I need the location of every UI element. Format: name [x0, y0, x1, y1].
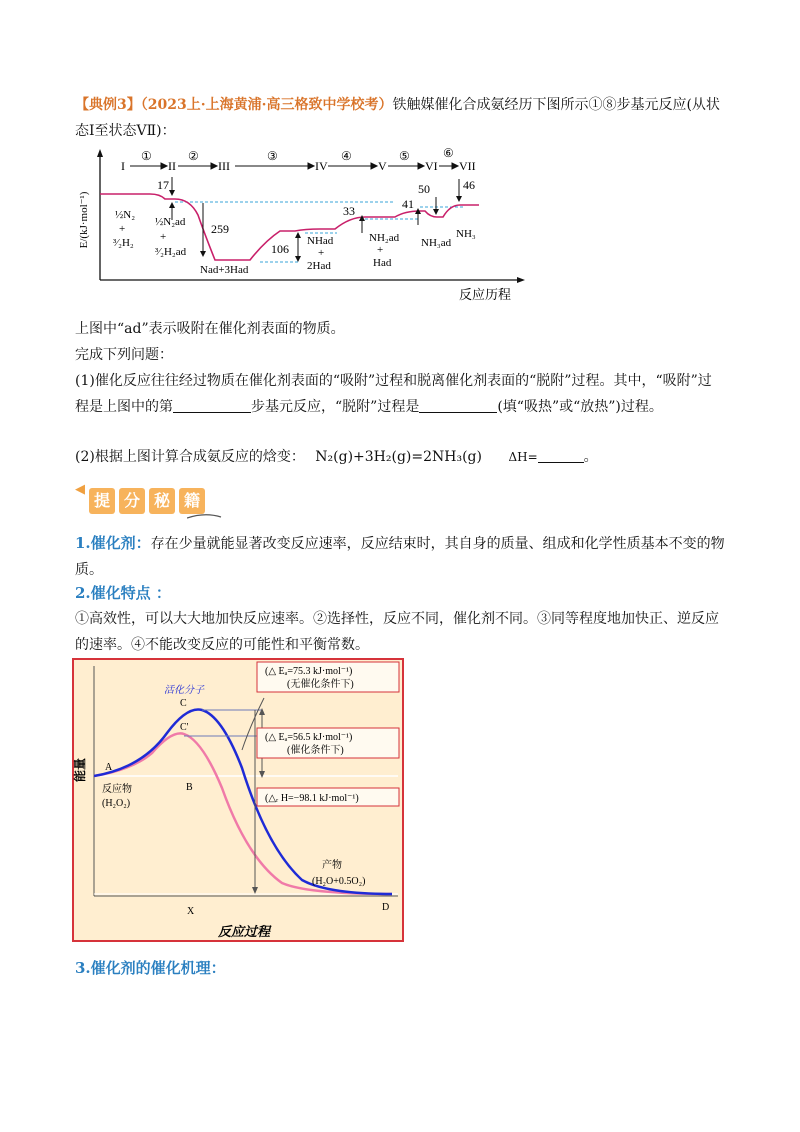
value-label: 46	[463, 178, 475, 192]
question-2-part-a: (2)根据上图计算合成氨反应的焓变：	[75, 449, 305, 465]
step-label: ⑥	[443, 146, 454, 160]
tips-banner	[75, 484, 225, 520]
section-1-body: 存在少量就能显著改变反应速率，反应结束时，其自身的质量、组成和化学性质基本不变的物质。	[75, 536, 725, 578]
state-label: I	[121, 159, 125, 173]
step-label: ④	[341, 149, 352, 163]
banner-tile: 分	[119, 488, 145, 514]
species-label: ½N₂ad	[155, 216, 186, 228]
y-axis-label: E/(kJ·mol⁻¹)	[78, 191, 90, 249]
section-2-title	[75, 580, 725, 607]
species-label: +	[318, 247, 325, 259]
value-label: 33	[343, 204, 355, 218]
species-label: ³⁄₂H₂	[113, 237, 134, 249]
question-1-part-b: 步基元反应，“脱附”过程是	[251, 399, 420, 415]
section-2-body: ①高效性，可以大大地加快反应速率。②选择性，反应不同，催化剂不同。③同等程度地加快正、逆反应的速率。④不能改变反应的可能性和平衡常数。	[75, 611, 719, 653]
question-2	[75, 444, 725, 470]
value-label: 17	[157, 178, 169, 192]
state-label: VII	[459, 159, 476, 173]
banner-tile: 提	[89, 488, 115, 514]
species-label: ½N₂	[115, 209, 136, 221]
instruction: 完成下列问题：	[75, 347, 173, 363]
section-3-title: 3.催化剂的催化机理：	[75, 959, 226, 977]
value-label: 106	[271, 242, 289, 256]
example-tag: 【典例3】	[75, 97, 141, 113]
box1-line1: (△ Eₐ=75.3 kJ·mol⁻¹)	[265, 666, 353, 677]
point-b-label: B	[186, 782, 193, 793]
question-2-end: 。	[583, 449, 598, 465]
value-label: 259	[211, 222, 229, 236]
catalysis-energy-figure	[72, 658, 404, 942]
state-label: III	[218, 159, 230, 173]
enthalpy-symbol: ΔH=	[508, 450, 538, 464]
x-axis-label: 反应历程	[458, 287, 512, 302]
state-label: VI	[425, 159, 438, 173]
species-label: +	[377, 244, 384, 256]
brush-swash-icon	[187, 512, 223, 522]
answer-blank-2[interactable]	[419, 396, 497, 413]
state-label: V	[378, 159, 387, 173]
section-1	[75, 530, 725, 583]
example-source: （2023上·上海黄浦·高三格致中学校考）	[140, 97, 393, 113]
species-label: Nad+3Had	[200, 264, 249, 276]
point-c-label: C	[180, 698, 187, 709]
question-1-part-a: (1)催化反应往往经过物质在催化剂表面的“吸附”过程和脱离催化剂表面的“脱附”过程。其中，“吸附”过程是上图中的第	[75, 373, 712, 415]
reactant-label: 反应物	[102, 784, 132, 795]
question-1-part-c: (填“吸热”或“放热”)过程。	[497, 399, 663, 415]
section-3	[75, 955, 725, 982]
speaker-icon: ◀	[75, 482, 85, 497]
state-label: IV	[315, 159, 328, 173]
section-2-title-text: 2.催化特点 ：	[75, 584, 171, 602]
y-axis-arrow	[97, 149, 103, 157]
species-label: ³⁄₂H₂ad	[155, 246, 187, 258]
x-axis-arrow	[517, 277, 525, 283]
point-d-label: D	[382, 902, 390, 913]
step-label: ⑤	[399, 149, 410, 163]
activated-molecule-label: 活化分子	[164, 685, 204, 696]
answer-blank-3[interactable]	[538, 446, 584, 463]
state-label: II	[168, 159, 176, 173]
x-axis-label: 反应过程	[217, 924, 271, 939]
reactant-formula: (H₂O₂)	[102, 798, 131, 809]
species-label: NH₃	[456, 228, 476, 240]
step-label: ③	[267, 149, 278, 163]
box3-text: (△ᵣ H=−98.1 kJ·mol⁻¹)	[265, 793, 359, 804]
question-1	[75, 368, 725, 420]
reaction-equation: N₂(g)+3H₂(g)=2NH₃(g)	[315, 449, 482, 465]
species-label: +	[160, 231, 167, 243]
point-c2-label: C'	[180, 722, 189, 733]
species-label: NH₃ad	[421, 237, 452, 249]
species-label: Had	[373, 257, 392, 269]
species-label: NH₂ad	[369, 232, 400, 244]
banner-tile: 籍	[179, 488, 205, 514]
banner-tile: 秘	[149, 488, 175, 514]
species-label: +	[119, 223, 126, 235]
value-label: 50	[418, 182, 430, 196]
box2-line2: (催化条件下)	[287, 745, 344, 756]
answer-blank-1[interactable]	[173, 396, 251, 413]
box2-line1: (△ Eₐ=56.5 kJ·mol⁻¹)	[265, 732, 353, 743]
step-label: ①	[141, 149, 152, 163]
y-axis-label: 能量	[73, 757, 87, 783]
product-label: 产物	[322, 860, 342, 871]
section-1-title: 1.催化剂：	[75, 534, 151, 552]
example-paragraph	[75, 92, 725, 144]
point-a-label: A	[105, 762, 113, 773]
value-label: 41	[402, 197, 414, 211]
ad-note: 上图中“ad”表示吸附在催化剂表面的物质。	[75, 321, 345, 337]
point-x-label: X	[187, 906, 195, 917]
box1-line2: (无催化条件下)	[287, 679, 354, 690]
species-label: 2Had	[307, 260, 331, 272]
step-label: ②	[188, 149, 199, 163]
product-formula: (H₂O+0.5O₂)	[312, 876, 366, 887]
energy-profile-figure	[75, 145, 545, 307]
example-stem: 铁触媒催化合成氨经历下图所示①⑧步基元反应(从状态Ⅰ至状态VⅡ)：	[75, 97, 720, 139]
species-label: NHad	[307, 235, 334, 247]
